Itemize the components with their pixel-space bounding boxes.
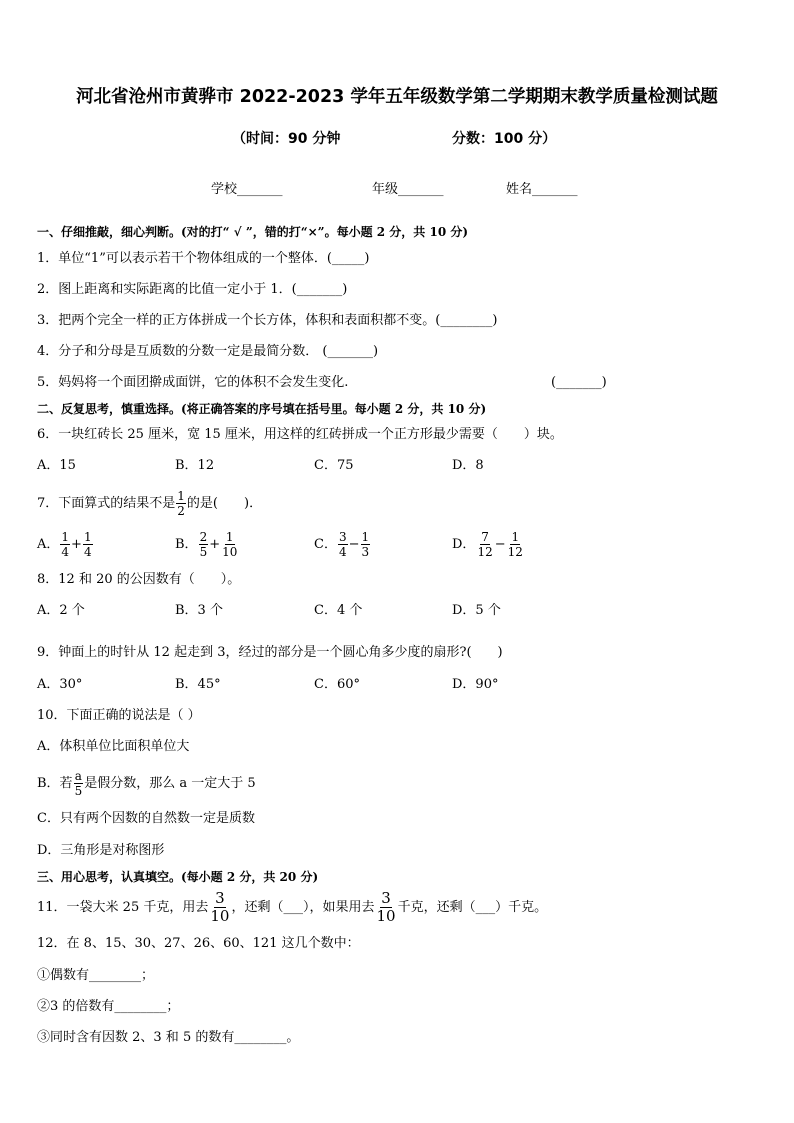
section-1-heading: 一、仔细推敲，细心判断。(对的打“ √ ”，错的打“×”。每小题 2 分，共 10 分)	[37, 225, 469, 239]
fraction	[199, 531, 209, 558]
frac-den: 3	[361, 545, 370, 559]
q10-option-b	[37, 766, 256, 802]
frac-num: 2	[199, 530, 208, 544]
frac-den: 12	[507, 545, 523, 559]
q11-text-b: ，还剩（___），如果用去	[231, 900, 375, 915]
frac-den: 12	[477, 545, 493, 559]
fraction	[361, 531, 371, 558]
frac-den: 4	[338, 545, 347, 559]
grade-field: 年级_______	[372, 182, 444, 197]
question-2: 2．图上距离和实际距离的比值一定小于 1．(_______)	[37, 282, 348, 297]
option-label: A．	[37, 537, 60, 552]
page-title: 河北省沧州市黄骅市 2022-2023 学年五年级数学第二学期期末教学质量检测试题	[76, 87, 718, 107]
frac-den: 5	[199, 545, 208, 559]
question-10: 10．下面正确的说法是（ ）	[37, 708, 201, 723]
q8-option-c: C．4 个	[314, 603, 363, 618]
q7-option-d	[452, 527, 525, 563]
frac-den: 5	[74, 784, 83, 798]
q12-part-3: ③同时含有因数 2、3 和 5 的数有________。	[37, 1030, 300, 1045]
q7-text-post: 的是( )．	[186, 496, 263, 511]
q7-fraction	[176, 490, 186, 517]
frac-den: 4	[83, 545, 92, 559]
q7-option-a	[37, 527, 94, 563]
frac-num: 3	[381, 889, 391, 907]
q12-part-2: ②3 的倍数有________；	[37, 999, 180, 1014]
question-8: 8．12 和 20 的公因数有（ ）。	[37, 572, 241, 587]
frac-num: 3	[215, 889, 225, 907]
q8-option-b: B．3 个	[175, 603, 223, 618]
frac-den: 10	[376, 907, 396, 925]
q10-option-d: D．三角形是对称图形	[37, 843, 165, 858]
q10-b-text-pre: B．若	[37, 776, 73, 791]
q7-option-c	[314, 527, 371, 563]
q7-frac-den: 2	[177, 504, 185, 518]
frac-den: 4	[61, 545, 70, 559]
q9-option-d: D．90°	[452, 677, 499, 692]
question-5: 5．妈妈将一个面团擀成面饼，它的体积不会发生变化.	[37, 375, 349, 390]
fraction	[338, 531, 348, 558]
q7-frac-num: 1	[177, 489, 185, 503]
option-label: D．	[452, 537, 476, 552]
q6-option-b: B．12	[175, 458, 215, 473]
q9-option-a: A．30°	[37, 677, 83, 692]
frac-den: 10	[210, 907, 230, 925]
question-11	[37, 888, 547, 928]
question-4: 4．分子和分母是互质数的分数一定是最简分数． (_______)	[37, 344, 379, 359]
q10-b-text-post: 是假分数，那么 a 一定大于 5	[84, 776, 256, 791]
frac-num: 1	[225, 530, 234, 544]
operator: +	[209, 537, 221, 552]
operator: −	[348, 537, 360, 552]
frac-num: 1	[361, 530, 370, 544]
frac-num: a	[74, 769, 82, 783]
frac-num: 1	[511, 530, 520, 544]
q9-option-c: C．60°	[314, 677, 360, 692]
exam-score: 分数：100 分）	[452, 131, 557, 147]
fraction	[209, 891, 230, 924]
q7-option-b	[175, 527, 239, 563]
fraction	[83, 531, 93, 558]
question-1: 1．单位“1”可以表示若干个物体组成的一个整体．(_____)	[37, 251, 370, 266]
q9-option-b: B．45°	[175, 677, 221, 692]
q11-text-c: 千克，还剩（___）千克。	[397, 900, 548, 915]
frac-num: 3	[338, 530, 347, 544]
fraction	[221, 531, 238, 558]
q8-option-a: A．2 个	[37, 603, 85, 618]
question-5-blank: (_______)	[551, 375, 607, 390]
q6-option-a: A．15	[37, 458, 76, 473]
school-field: 学校_______	[211, 182, 283, 197]
q6-option-c: C．75	[314, 458, 354, 473]
frac-den: 10	[222, 545, 238, 559]
q10-option-c: C．只有两个因数的自然数一定是质数	[37, 811, 255, 826]
question-6: 6．一块红砖长 25 厘米，宽 15 厘米，用这样的红砖拼成一个正方形最少需要（ ）块。	[37, 427, 563, 442]
q6-option-d: D．8	[452, 458, 484, 473]
operator: −	[494, 537, 506, 552]
frac-num: 1	[83, 530, 92, 544]
q10-option-a: A．体积单位比面积单位大	[37, 739, 190, 754]
fraction	[74, 770, 84, 797]
exam-time: （时间：90 分钟	[232, 131, 341, 147]
q11-text-a: 11．一袋大米 25 千克，用去	[37, 900, 209, 915]
q8-option-d: D．5 个	[452, 603, 501, 618]
fraction	[60, 531, 70, 558]
question-7	[37, 486, 262, 522]
fraction	[507, 531, 524, 558]
fraction	[476, 531, 493, 558]
frac-num: 7	[481, 530, 489, 544]
name-field: 姓名_______	[506, 182, 578, 197]
option-label: B．	[175, 537, 198, 552]
fraction	[375, 891, 396, 924]
question-3: 3．把两个完全一样的正方体拼成一个长方体，体积和表面积都不变。(________)	[37, 313, 498, 328]
q7-text-pre: 7．下面算式的结果不是	[37, 496, 176, 511]
operator: +	[71, 537, 82, 552]
section-3-heading: 三、用心思考，认真填空。(每小题 2 分，共 20 分)	[37, 870, 319, 884]
question-9: 9．钟面上的时针从 12 起走到 3，经过的部分是一个圆心角多少度的扇形?( )	[37, 645, 503, 660]
q12-part-1: ①偶数有________；	[37, 968, 155, 983]
frac-num: 1	[61, 530, 70, 544]
option-label: C．	[314, 537, 337, 552]
question-12: 12．在 8、15、30、27、26、60、121 这几个数中：	[37, 936, 360, 951]
section-2-heading: 二、反复思考，慎重选择。(将正确答案的序号填在括号里。每小题 2 分，共 10 分)	[37, 402, 487, 416]
